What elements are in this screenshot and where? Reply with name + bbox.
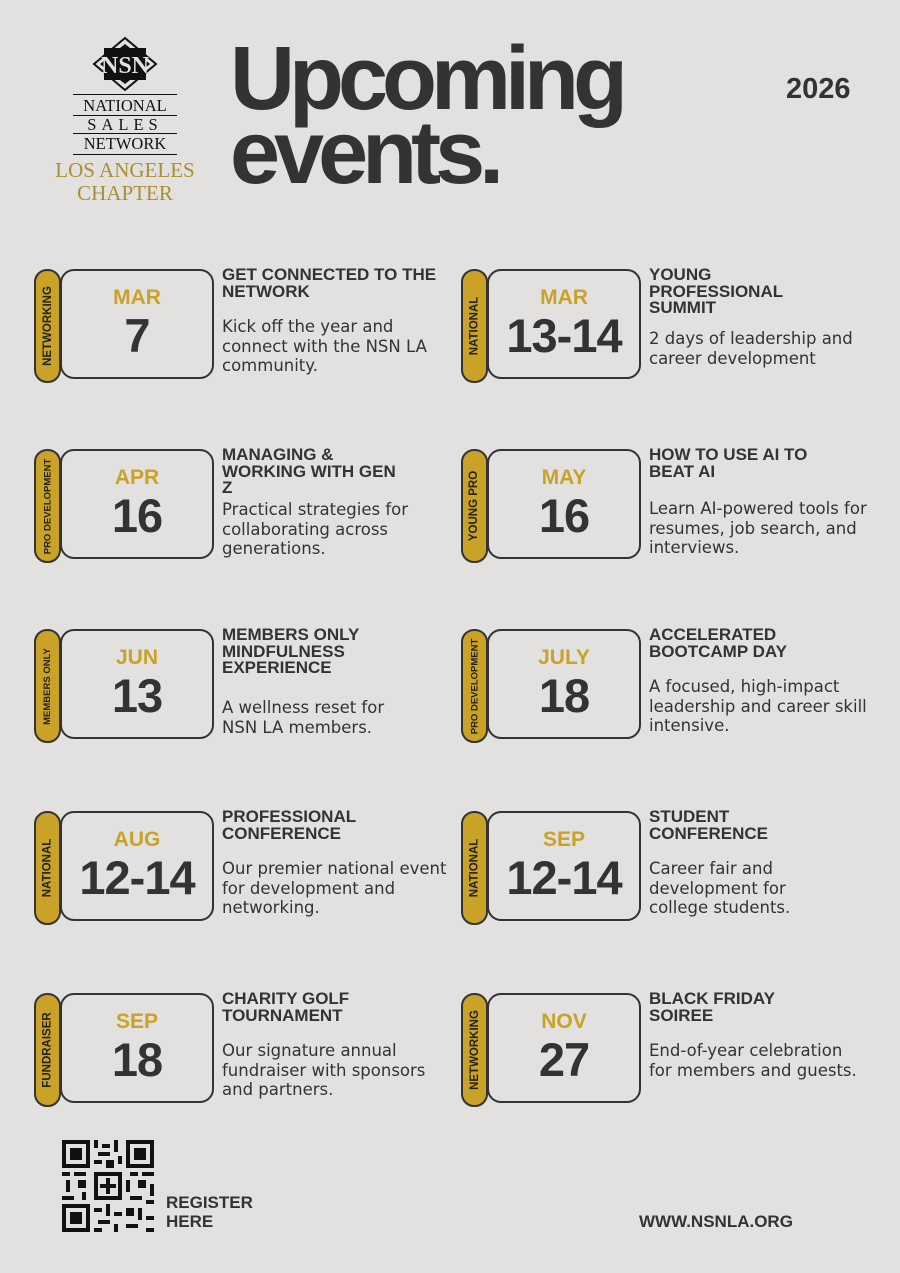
event-category-tag: NATIONAL bbox=[461, 269, 488, 383]
event-day: 27 bbox=[538, 1033, 590, 1086]
page-title: Upcoming events. bbox=[230, 29, 622, 203]
event-title: MEMBERS ONLY MINDFULNESS EXPERIENCE bbox=[222, 625, 359, 677]
event-title: PROFESSIONAL CONFERENCE bbox=[222, 807, 356, 843]
event-card bbox=[34, 445, 474, 561]
event-date-box bbox=[487, 629, 641, 739]
event-title: YOUNG PROFESSIONAL SUMMIT bbox=[649, 265, 783, 317]
event-month: JULY bbox=[538, 646, 590, 669]
event-title: BLACK FRIDAY SOIREE bbox=[649, 989, 775, 1025]
event-date-box bbox=[487, 993, 641, 1103]
website-link[interactable]: WWW.NSNLA.ORG bbox=[639, 1212, 793, 1231]
event-month: APR bbox=[114, 466, 160, 489]
event-month: SEP bbox=[542, 828, 586, 851]
event-card bbox=[461, 445, 900, 561]
year-label: 2026 bbox=[786, 73, 851, 105]
event-date-box bbox=[60, 629, 214, 739]
event-title: GET CONNECTED TO THE NETWORK bbox=[222, 265, 437, 301]
event-day: 13-14 bbox=[506, 309, 622, 362]
event-title: MANAGING & WORKING WITH GEN Z bbox=[222, 445, 396, 497]
event-category-tag: NETWORKING bbox=[461, 993, 488, 1107]
event-category-tag: PRO DEVELOPMENT bbox=[461, 629, 488, 743]
event-month: MAR bbox=[540, 286, 588, 309]
event-category-tag: MEMBERS ONLY bbox=[34, 629, 61, 743]
event-category-tag: YOUNG PRO bbox=[461, 449, 488, 563]
event-card bbox=[34, 807, 474, 923]
event-title: CHARITY GOLF TOURNAMENT bbox=[222, 989, 350, 1025]
event-card bbox=[461, 625, 900, 741]
event-title: ACCELERATED BOOTCAMP DAY bbox=[649, 625, 787, 661]
event-day: 13 bbox=[111, 669, 163, 722]
event-date-box bbox=[487, 269, 641, 379]
event-category-tag: NATIONAL bbox=[34, 811, 61, 925]
event-month: MAR bbox=[113, 286, 161, 309]
event-month: NOV bbox=[541, 1010, 587, 1033]
event-month: MAY bbox=[541, 466, 587, 489]
event-card bbox=[461, 807, 900, 923]
event-description: Career fair and development for college students. bbox=[649, 859, 791, 917]
event-category-tag: NATIONAL bbox=[461, 811, 488, 925]
event-day: 16 bbox=[111, 489, 163, 542]
event-description: End-of-year celebration for members and guests. bbox=[649, 1041, 857, 1080]
event-date-box bbox=[60, 811, 214, 921]
event-month: SEP bbox=[115, 1010, 159, 1033]
event-card bbox=[461, 989, 900, 1105]
event-description: Practical strategies for collaborating across generations. bbox=[222, 500, 409, 558]
qr-code-icon[interactable] bbox=[62, 1140, 154, 1232]
event-card bbox=[34, 625, 474, 741]
event-day: 12-14 bbox=[506, 851, 622, 904]
svg-text:NSN: NSN bbox=[100, 53, 150, 79]
org-name: NATIONAL SALES NETWORK bbox=[73, 94, 177, 155]
event-month: JUN bbox=[115, 646, 158, 669]
event-description: 2 days of leadership and career development bbox=[649, 329, 853, 368]
event-card bbox=[461, 265, 900, 381]
event-category-tag: NETWORKING bbox=[34, 269, 61, 383]
event-description: Learn AI-powered tools for resumes, job search, and interviews. bbox=[649, 499, 867, 557]
event-category-tag: FUNDRAISER bbox=[34, 993, 61, 1107]
event-category-tag: PRO DEVELOPMENT bbox=[34, 449, 61, 563]
event-day: 7 bbox=[124, 309, 150, 362]
event-day: 12-14 bbox=[79, 851, 195, 904]
event-date-box bbox=[60, 269, 214, 379]
register-link[interactable]: REGISTER HERE bbox=[166, 1193, 253, 1231]
event-description: Our premier national event for development and networking. bbox=[222, 859, 447, 917]
event-title: STUDENT CONFERENCE bbox=[649, 807, 769, 843]
event-title: HOW TO USE AI TO BEAT AI bbox=[649, 445, 808, 481]
event-date-box bbox=[60, 993, 214, 1103]
event-day: 18 bbox=[111, 1033, 163, 1086]
event-description: Our signature annual fundraiser with sponsors and partners. bbox=[222, 1041, 426, 1099]
event-day: 18 bbox=[538, 669, 590, 722]
event-date-box bbox=[60, 449, 214, 559]
event-month: AUG bbox=[113, 828, 161, 851]
event-card bbox=[34, 265, 474, 381]
event-description: A wellness reset for NSN LA members. bbox=[222, 698, 385, 737]
event-card bbox=[34, 989, 474, 1105]
nsn-emblem-icon bbox=[92, 36, 158, 92]
nsn-logo bbox=[40, 36, 210, 205]
event-description: A focused, high-impact leadership and career skill intensive. bbox=[649, 677, 867, 735]
event-date-box bbox=[487, 449, 641, 559]
chapter-name: LOS ANGELES CHAPTER bbox=[55, 158, 195, 205]
event-description: Kick off the year and connect with the NSN LA community. bbox=[222, 317, 427, 375]
event-date-box bbox=[487, 811, 641, 921]
event-day: 16 bbox=[538, 489, 590, 542]
